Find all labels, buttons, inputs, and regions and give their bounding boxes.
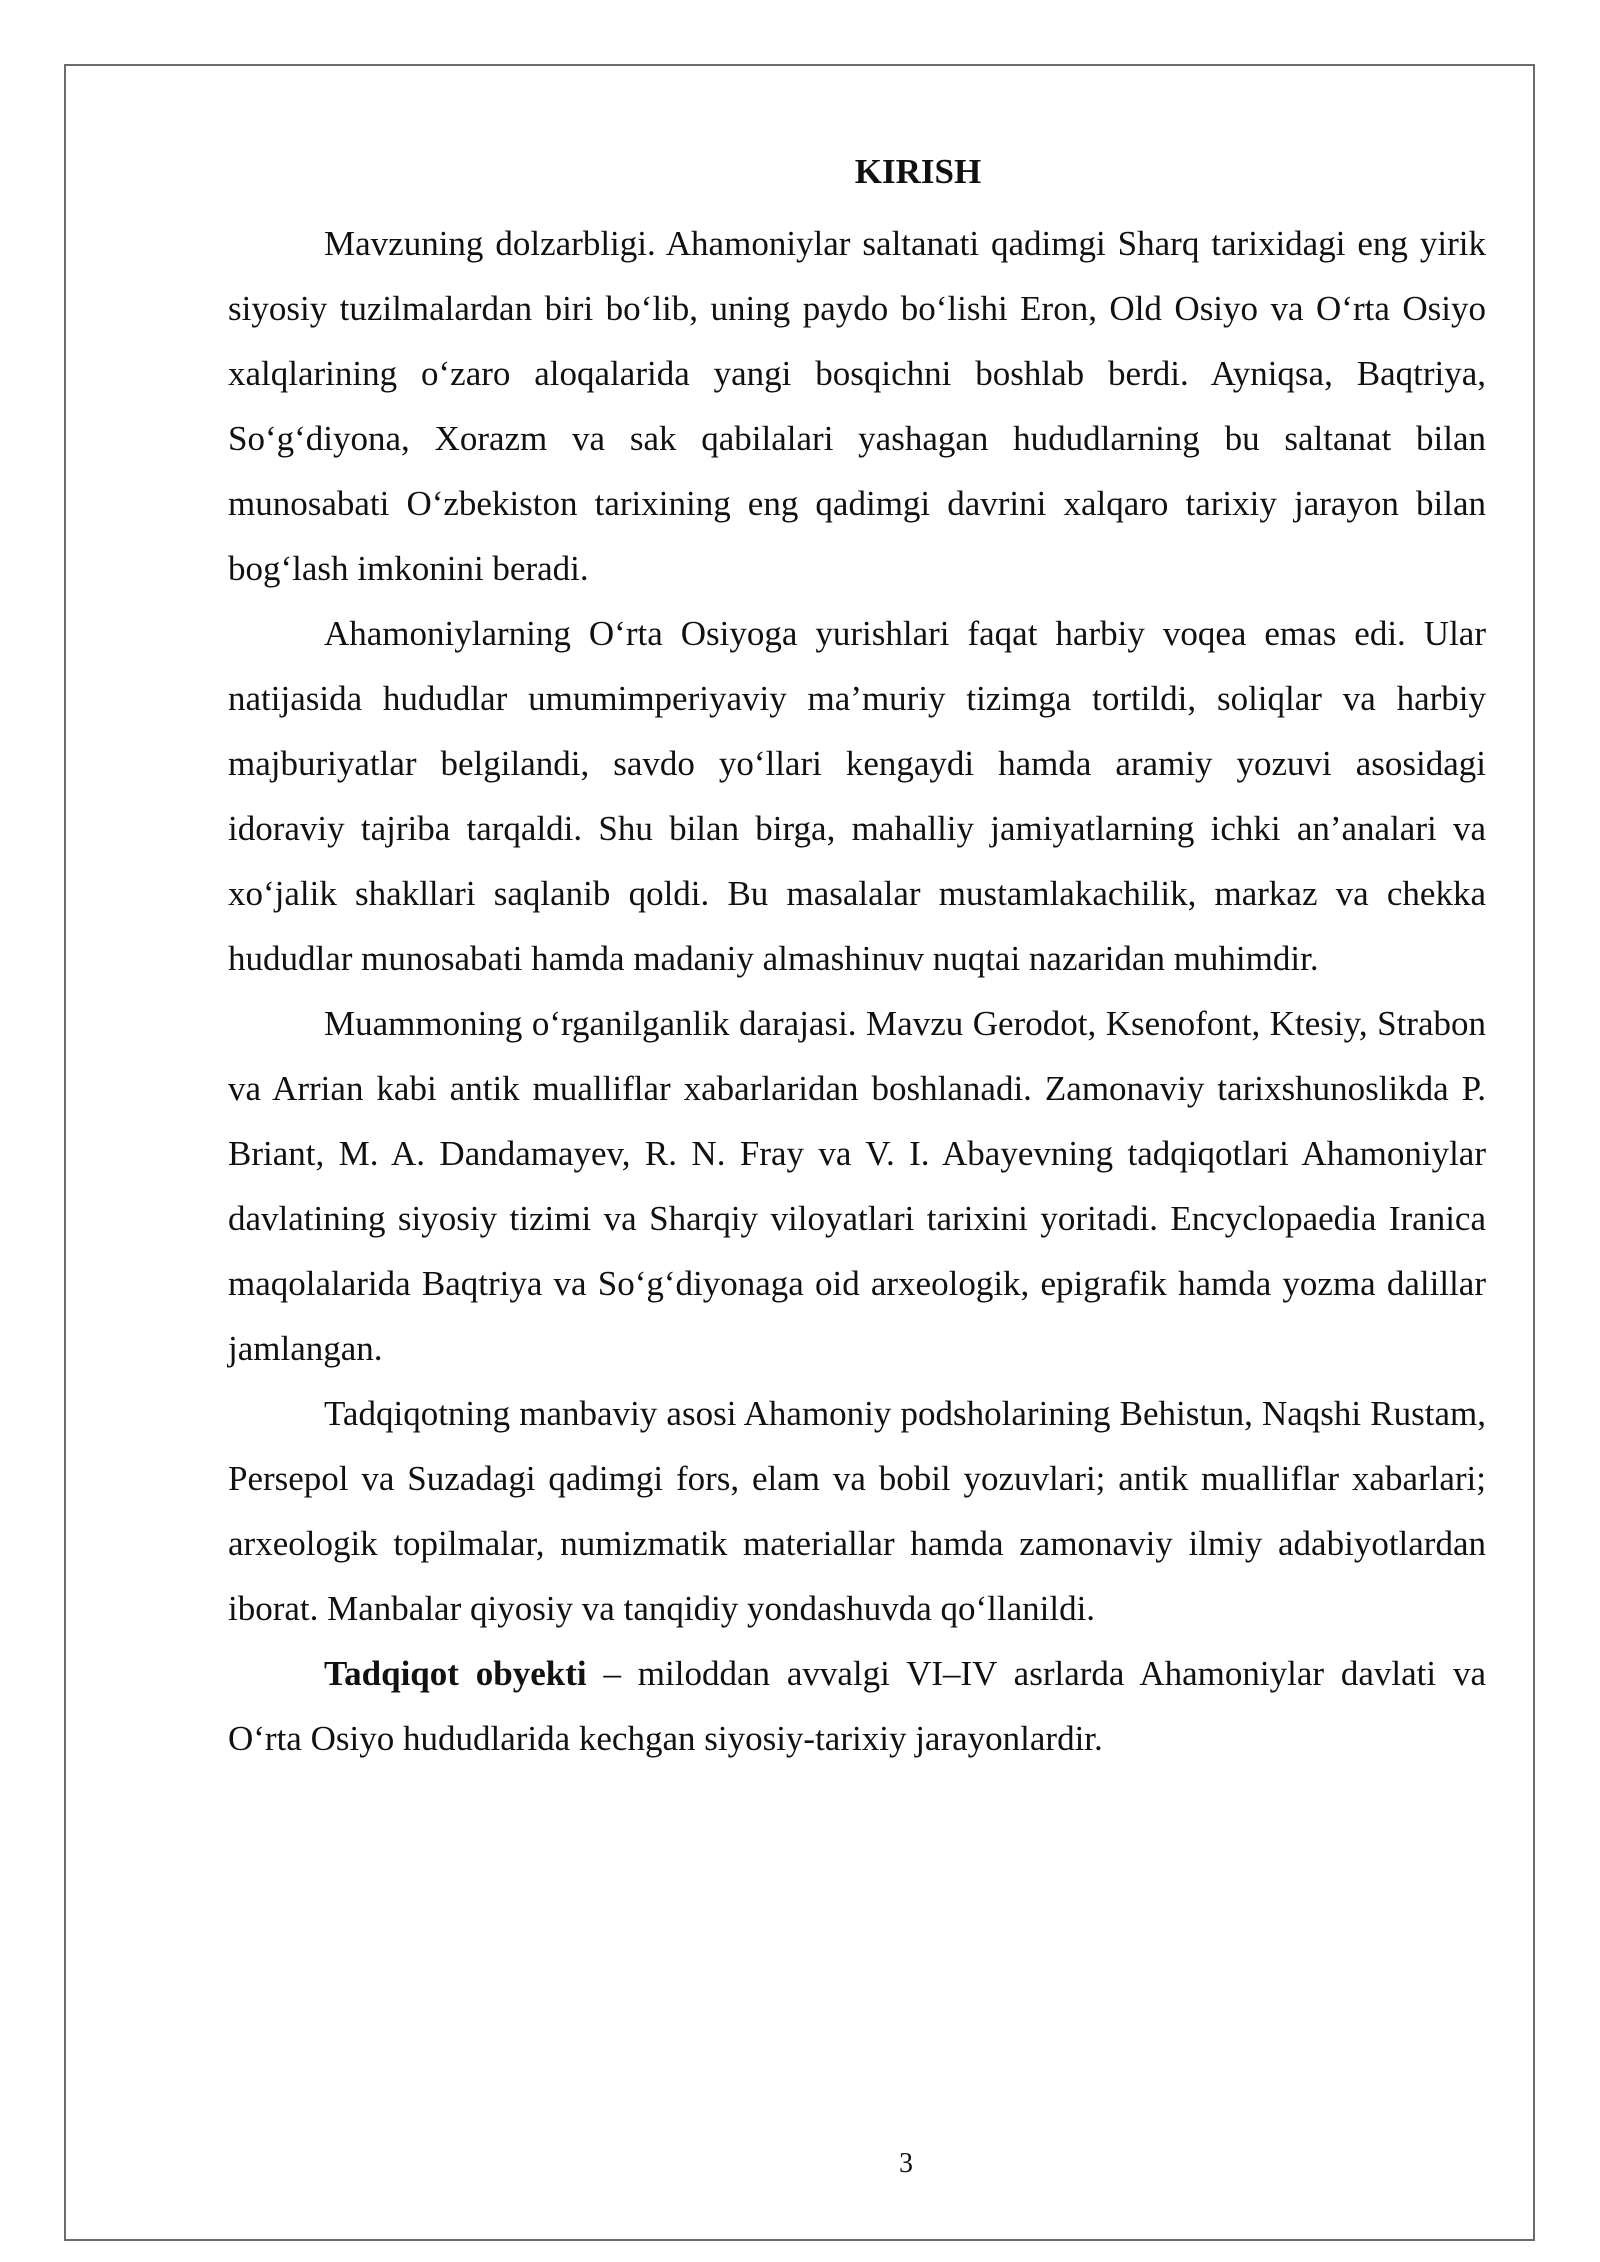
paragraph-text: Tadqiqotning manbaviy asosi Ahamoniy podsholarining Behistun, Naqshi Rustam, Persepol va Suzadagi qadimgi fors, elam va bobil yozuvlari; antik mualliflar xabarlari; arxeologik topilmalar, numizmatik materiallar hamda zamonaviy ilmiy adabiyotlardan iborat. Manbalar qiyosiy va tanqidiy yondashuvda qo‘llanildi. — [228, 1394, 1486, 1628]
paragraph-historiography — [228, 991, 1486, 1381]
document-body — [228, 145, 1486, 1771]
paragraph-text: – miloddan avvalgi VI–IV asrlarda Ahamoniylar davlati va O‘rta Osiyo hududlarida kechgan siyosiy-tarixiy jarayonlardir. — [228, 1654, 1486, 1758]
paragraph-lead-term: Tadqiqot obyekti — [324, 1654, 587, 1693]
paragraph-text: Ahamoniylarning O‘rta Osiyoga yurishlari faqat harbiy voqea emas edi. Ular natijasida hududlar umumimperiyaviy ma’muriy tizimga tortildi, soliqlar va harbiy majburiyatlar belgilandi, savdo yo‘llari kengaydi hamda aramiy yozuvi asosidagi idoraviy tajriba tarqaldi. Shu bilan birga, mahalliy jamiyatlarning ichki an’analari va xo‘jalik shakllari saqlanib qoldi. Bu masalalar mustamlakachilik, markaz va chekka hududlar munosabati hamda madaniy almashinuv nuqtai nazaridan muhimdir. — [228, 614, 1486, 978]
paragraph-relevance — [228, 211, 1486, 601]
paragraph-sources — [228, 1381, 1486, 1641]
paragraph-text: Mavzuning dolzarbligi. Ahamoniylar saltanati qadimgi Sharq tarixidagi eng yirik siyosiy tuzilmalardan biri bo‘lib, uning paydo bo‘lishi Eron, Old Osiyo va O‘rta Osiyo xalqlarining o‘zaro aloqalarida yangi bosqichni boshlab berdi. Ayniqsa, Baqtriya, So‘g‘diyona, Xorazm va sak qabilalari yashagan hududlarning bu saltanat bilan munosabati O‘zbekiston tarixining eng qadimgi davrini xalqaro tarixiy jarayon bilan bog‘lash imkonini beradi. — [228, 224, 1486, 588]
paragraph-text: Muammoning o‘rganilganlik darajasi. Mavzu Gerodot, Ksenofont, Ktesiy, Strabon va Arrian kabi antik mualliflar xabarlaridan boshlanadi. Zamonaviy tarixshunoslikda P. Briant, M. A. Dandamayev, R. N. Fray va V. I. Abayevning tadqiqotlari Ahamoniylar davlatining siyosiy tizimi va Sharqiy viloyatlari tarixini yoritadi. Encyclopaedia Iranica maqolalarida Baqtriya va So‘g‘diyonaga oid arxeologik, epigrafik hamda yozma dalillar jamlangan. — [228, 1004, 1486, 1368]
paragraph-campaigns — [228, 601, 1486, 991]
paragraph-research-object — [228, 1641, 1486, 1771]
page-number: 3 — [899, 2148, 913, 2179]
section-title: KIRISH — [854, 152, 982, 191]
